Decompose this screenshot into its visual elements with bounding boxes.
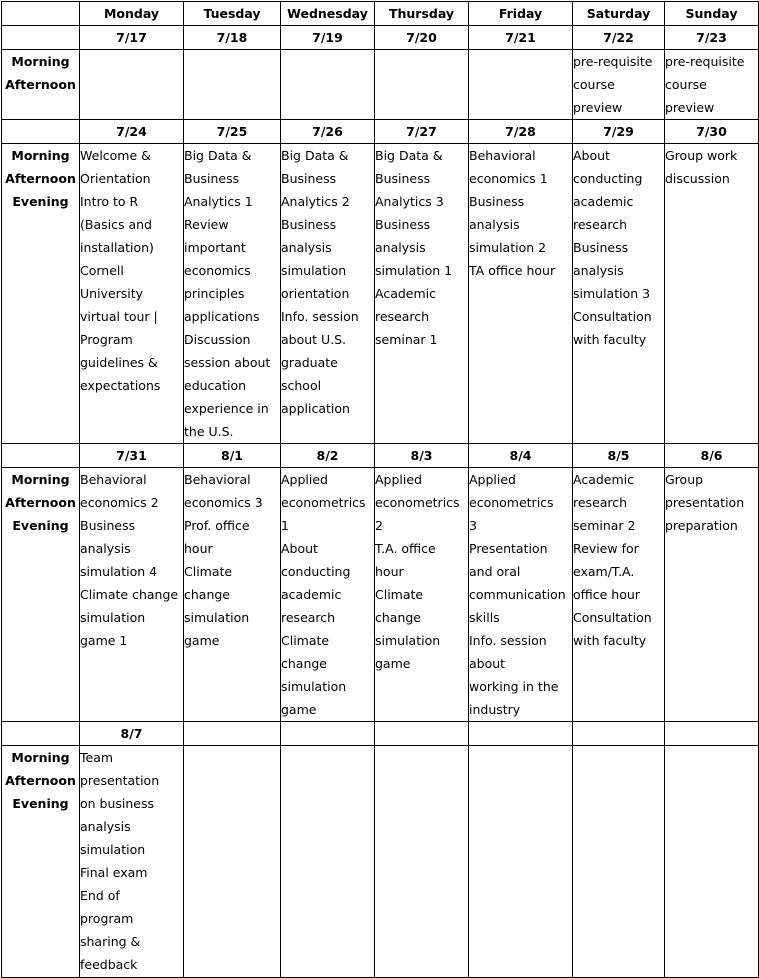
date-cell: 7/28 — [469, 120, 573, 144]
activity-line: Presentation — [469, 541, 548, 556]
activity-line: game — [281, 702, 317, 717]
activity-cell — [184, 746, 281, 978]
activity-line: Prof. office — [184, 518, 250, 533]
activity-line: Behavioral — [184, 472, 251, 487]
activity-line: analysis — [80, 541, 131, 556]
corner-cell — [2, 2, 80, 26]
activity-line: pre-requisite — [665, 54, 745, 69]
activity-line: Group work — [665, 148, 738, 163]
activity-line: and oral — [469, 564, 521, 579]
day-header-tuesday: Tuesday — [184, 2, 281, 26]
day-header-monday: Monday — [80, 2, 184, 26]
date-cell — [573, 722, 665, 746]
activity-line: school — [281, 378, 322, 393]
activity-cell — [573, 144, 665, 444]
period-label: Afternoon — [5, 77, 76, 92]
activity-line: presentation — [665, 495, 745, 510]
activity-cell — [573, 50, 665, 120]
activity-line: about U.S. — [281, 332, 347, 347]
activity-line: Climate — [281, 633, 330, 648]
activity-line: principles — [184, 286, 245, 301]
activity-line: with faculty — [573, 633, 647, 648]
activity-line: orientation — [281, 286, 350, 301]
period-label: Morning — [11, 750, 70, 765]
activity-line: 2 — [375, 518, 383, 533]
activity-cell — [80, 144, 184, 444]
date-cell — [375, 722, 469, 746]
activity-line: Business — [281, 217, 337, 232]
date-cell: 7/17 — [80, 26, 184, 50]
activity-cell — [80, 468, 184, 722]
period-label: Afternoon — [5, 171, 76, 186]
activity-line: Climate change — [80, 587, 179, 602]
activity-line: preparation — [665, 518, 738, 533]
activity-cell — [665, 144, 759, 444]
activity-line: presentation — [80, 773, 160, 788]
activity-line: conducting — [573, 171, 643, 186]
day-header-thursday: Thursday — [375, 2, 469, 26]
activity-line: Applied — [469, 472, 516, 487]
activity-line: pre-requisite — [573, 54, 653, 69]
activity-line: working in the — [469, 679, 559, 694]
activity-line: analysis — [80, 819, 131, 834]
date-cell: 8/5 — [573, 444, 665, 468]
period-label: Morning — [11, 472, 70, 487]
activity-line: academic — [281, 587, 342, 602]
period-label: Evening — [12, 518, 69, 533]
activity-line: education — [184, 378, 247, 393]
activity-line: University — [80, 286, 144, 301]
activity-line: Team — [80, 750, 114, 765]
activity-line: Cornell — [80, 263, 124, 278]
activity-line: Business — [80, 518, 136, 533]
activity-line: 1 — [281, 518, 289, 533]
period-label: Afternoon — [5, 495, 76, 510]
activity-line: game 1 — [80, 633, 128, 648]
activity-line: Orientation — [80, 171, 151, 186]
date-cell — [469, 722, 573, 746]
activity-cell — [184, 468, 281, 722]
activity-line: simulation 1 — [375, 263, 453, 278]
activity-line: research — [573, 217, 628, 232]
activity-line: research — [375, 309, 430, 324]
activity-line: session about — [184, 355, 271, 370]
activity-line: Business — [375, 217, 431, 232]
date-cell: 7/31 — [80, 444, 184, 468]
period-label-cell — [2, 746, 80, 978]
activity-row — [2, 144, 759, 444]
activity-line: Big Data & — [375, 148, 443, 163]
date-cell — [184, 722, 281, 746]
date-row-label-cell — [2, 26, 80, 50]
period-label: Evening — [12, 194, 69, 209]
date-row-label-cell — [2, 722, 80, 746]
activity-cell — [281, 50, 375, 120]
activity-cell — [80, 746, 184, 978]
date-cell: 8/2 — [281, 444, 375, 468]
activity-line: simulation — [375, 633, 441, 648]
date-cell: 7/27 — [375, 120, 469, 144]
activity-line: office hour — [573, 587, 640, 602]
period-label: Morning — [11, 148, 70, 163]
activity-line: Welcome & — [80, 148, 151, 163]
activity-line: Analytics 2 — [281, 194, 350, 209]
date-cell — [665, 722, 759, 746]
date-cell: 8/1 — [184, 444, 281, 468]
activity-line: feedback — [80, 957, 138, 972]
activity-line: installation) — [80, 240, 154, 255]
activity-line: simulation — [184, 610, 250, 625]
activity-line: Review for — [573, 541, 639, 556]
activity-line: graduate — [281, 355, 338, 370]
activity-line: Applied — [281, 472, 328, 487]
date-row — [2, 26, 759, 50]
date-cell: 7/21 — [469, 26, 573, 50]
activity-line: Analytics 1 — [184, 194, 253, 209]
date-cell — [281, 722, 375, 746]
schedule-body — [2, 2, 759, 978]
activity-line: course — [665, 77, 707, 92]
date-cell: 7/24 — [80, 120, 184, 144]
date-cell: 8/7 — [80, 722, 184, 746]
activity-line: economics 3 — [184, 495, 263, 510]
activity-cell — [469, 144, 573, 444]
activity-line: Info. session — [281, 309, 359, 324]
activity-line: important — [184, 240, 246, 255]
activity-line: game — [184, 633, 220, 648]
activity-line: Consultation — [573, 610, 652, 625]
activity-row — [2, 50, 759, 120]
period-label: Evening — [12, 796, 69, 811]
activity-line: Behavioral — [80, 472, 147, 487]
date-cell: 8/4 — [469, 444, 573, 468]
activity-cell — [281, 468, 375, 722]
activity-line: research — [573, 495, 628, 510]
day-header-friday: Friday — [469, 2, 573, 26]
activity-line: Applied — [375, 472, 422, 487]
activity-line: exam/T.A. — [573, 564, 635, 579]
activity-line: change — [281, 656, 328, 671]
activity-line: preview — [665, 100, 715, 115]
activity-line: Climate — [184, 564, 233, 579]
activity-line: simulation 4 — [80, 564, 158, 579]
activity-line: simulation 3 — [573, 286, 651, 301]
activity-line: (Basics and — [80, 217, 152, 232]
schedule-table — [1, 1, 759, 978]
activity-cell — [665, 468, 759, 722]
activity-cell — [375, 144, 469, 444]
activity-line: preview — [573, 100, 623, 115]
activity-line: 3 — [469, 518, 477, 533]
activity-line: economics — [184, 263, 251, 278]
activity-line: T.A. office — [375, 541, 436, 556]
date-cell: 7/23 — [665, 26, 759, 50]
activity-line: application — [281, 401, 350, 416]
activity-line: Business — [281, 171, 337, 186]
activity-line: experience in — [184, 401, 269, 416]
period-label-cell — [2, 144, 80, 444]
date-row — [2, 444, 759, 468]
activity-line: Big Data & — [281, 148, 349, 163]
activity-line: the U.S. — [184, 424, 234, 439]
activity-line: academic — [573, 194, 634, 209]
activity-line: with faculty — [573, 332, 647, 347]
activity-line: analysis — [375, 240, 426, 255]
day-header-sunday: Sunday — [665, 2, 759, 26]
activity-row — [2, 468, 759, 722]
activity-line: Discussion — [184, 332, 251, 347]
activity-line: Intro to R — [80, 194, 139, 209]
activity-line: industry — [469, 702, 521, 717]
activity-cell — [375, 468, 469, 722]
activity-cell — [469, 746, 573, 978]
activity-line: program — [80, 911, 134, 926]
activity-cell — [184, 144, 281, 444]
period-label-cell — [2, 50, 80, 120]
activity-line: econometrics — [469, 495, 554, 510]
date-row-label-cell — [2, 444, 80, 468]
activity-cell — [184, 50, 281, 120]
activity-line: research — [281, 610, 336, 625]
activity-line: End of — [80, 888, 120, 903]
activity-line: Review — [184, 217, 229, 232]
day-header-saturday: Saturday — [573, 2, 665, 26]
activity-line: econometrics — [281, 495, 366, 510]
date-cell: 7/30 — [665, 120, 759, 144]
activity-cell — [665, 746, 759, 978]
activity-line: About — [281, 541, 318, 556]
activity-line: Consultation — [573, 309, 652, 324]
activity-line: analysis — [469, 217, 520, 232]
activity-line: economics 1 — [469, 171, 548, 186]
activity-line: Business — [469, 194, 525, 209]
date-cell: 8/6 — [665, 444, 759, 468]
date-cell: 7/20 — [375, 26, 469, 50]
date-row-label-cell — [2, 120, 80, 144]
activity-line: game — [375, 656, 411, 671]
activity-cell — [665, 50, 759, 120]
activity-line: analysis — [573, 263, 624, 278]
activity-line: guidelines & — [80, 355, 158, 370]
activity-line: Business — [573, 240, 629, 255]
activity-line: Final exam — [80, 865, 148, 880]
activity-line: hour — [184, 541, 213, 556]
date-cell: 7/19 — [281, 26, 375, 50]
activity-line: expectations — [80, 378, 161, 393]
activity-line: on business — [80, 796, 155, 811]
date-row — [2, 722, 759, 746]
activity-line: skills — [469, 610, 500, 625]
activity-cell — [573, 468, 665, 722]
activity-line: communication — [469, 587, 566, 602]
activity-line: virtual tour | — [80, 309, 158, 324]
activity-line: seminar 2 — [573, 518, 636, 533]
activity-cell — [375, 746, 469, 978]
activity-line: Academic — [375, 286, 437, 301]
activity-line: econometrics — [375, 495, 460, 510]
date-cell: 7/26 — [281, 120, 375, 144]
activity-line: Analytics 3 — [375, 194, 444, 209]
date-cell: 8/3 — [375, 444, 469, 468]
activity-line: about — [469, 656, 506, 671]
activity-cell — [573, 746, 665, 978]
activity-line: sharing & — [80, 934, 141, 949]
activity-cell — [469, 468, 573, 722]
activity-line: simulation — [281, 263, 347, 278]
date-cell: 7/18 — [184, 26, 281, 50]
activity-line: About — [573, 148, 610, 163]
activity-line: seminar 1 — [375, 332, 438, 347]
activity-line: hour — [375, 564, 404, 579]
date-row — [2, 120, 759, 144]
date-cell: 7/22 — [573, 26, 665, 50]
date-cell: 7/29 — [573, 120, 665, 144]
activity-line: simulation — [281, 679, 347, 694]
activity-line: course — [573, 77, 615, 92]
activity-line: simulation 2 — [469, 240, 547, 255]
activity-cell — [281, 144, 375, 444]
activity-line: Climate — [375, 587, 424, 602]
activity-line: change — [375, 610, 422, 625]
activity-line: Academic — [573, 472, 635, 487]
activity-cell — [80, 50, 184, 120]
activity-line: simulation — [80, 610, 146, 625]
activity-line: Big Data & — [184, 148, 252, 163]
day-header-wednesday: Wednesday — [281, 2, 375, 26]
activity-line: Info. session — [469, 633, 547, 648]
activity-line: Behavioral — [469, 148, 536, 163]
period-label-cell — [2, 468, 80, 722]
period-label: Afternoon — [5, 773, 76, 788]
activity-line: economics 2 — [80, 495, 159, 510]
activity-row — [2, 746, 759, 978]
activity-line: conducting — [281, 564, 351, 579]
activity-line: Program — [80, 332, 133, 347]
activity-line: TA office hour — [469, 263, 556, 278]
activity-line: discussion — [665, 171, 730, 186]
activity-cell — [281, 746, 375, 978]
date-cell: 7/25 — [184, 120, 281, 144]
activity-line: Business — [375, 171, 431, 186]
activity-line: change — [184, 587, 231, 602]
activity-line: simulation — [80, 842, 146, 857]
activity-line: Business — [184, 171, 240, 186]
activity-line: applications — [184, 309, 260, 324]
activity-line: analysis — [281, 240, 332, 255]
activity-cell — [375, 50, 469, 120]
period-label: Morning — [11, 54, 70, 69]
activity-line: Group — [665, 472, 704, 487]
activity-cell — [469, 50, 573, 120]
day-header-row — [2, 2, 759, 26]
